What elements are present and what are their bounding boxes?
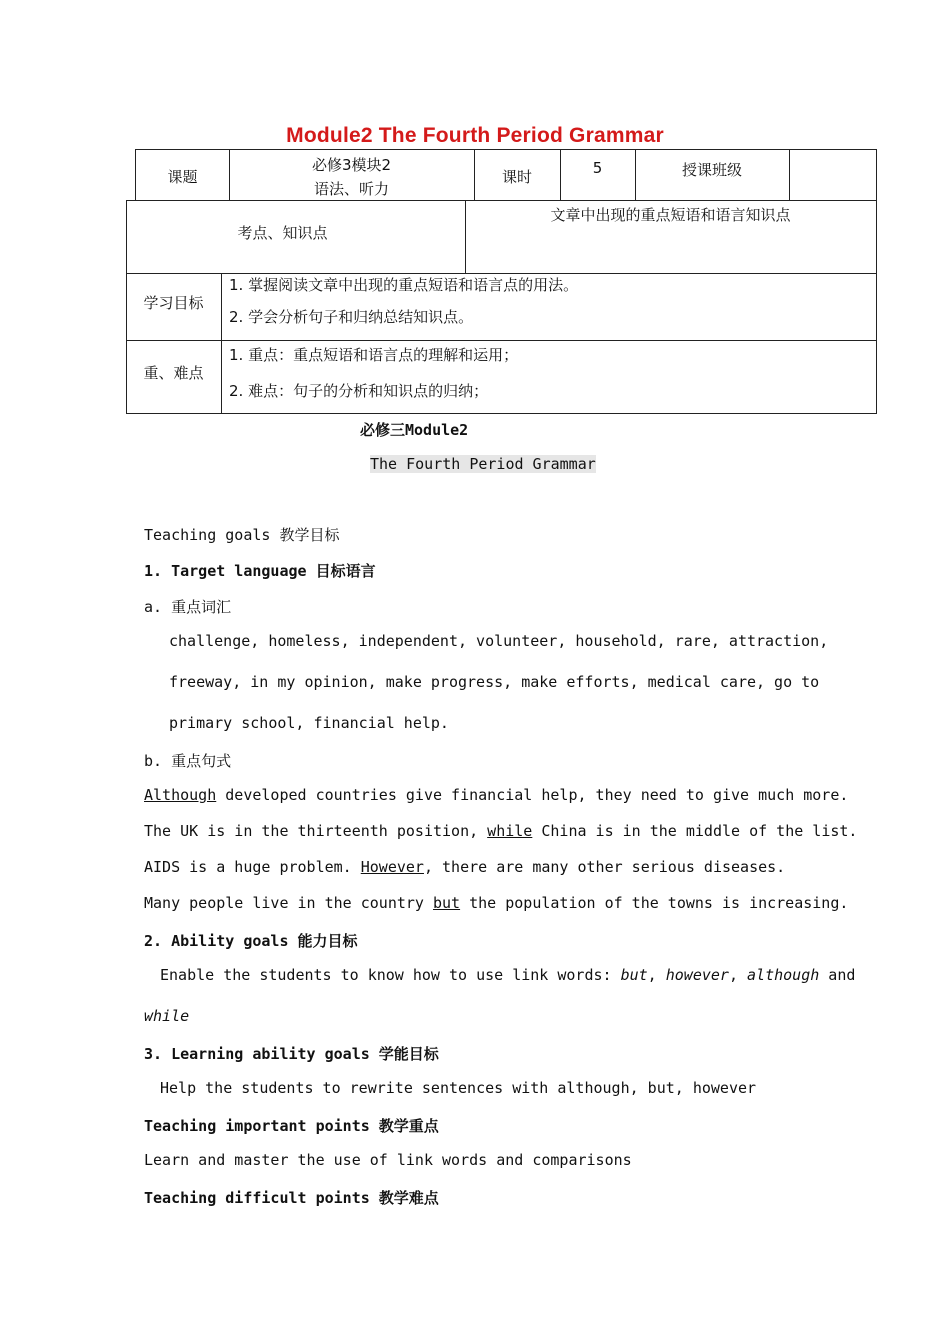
link-word: However: [360, 858, 424, 876]
learning-goals-text: Help the students to rewrite sentences with although, but, however: [160, 1079, 757, 1097]
ability-goals-continuation: while: [144, 1007, 190, 1025]
hours-label: 课时: [501, 168, 532, 186]
objective-item-2: 2. 学会分析句子和归纳总结知识点。: [229, 308, 474, 326]
sentence-text: developed countries give financial help, they need to give much more.: [216, 786, 849, 804]
difficulty-label: 重、难点: [143, 364, 204, 382]
vocab-line-1: challenge, homeless, independent, volunteer, household, rare, attraction,: [169, 632, 829, 650]
sentence-text: China is in the middle of the list.: [532, 822, 858, 840]
separator: ,: [728, 966, 748, 984]
sentence-text: The UK is in the thirteenth position,: [144, 822, 488, 840]
sentence-3: [144, 858, 785, 876]
sentence-4: [144, 894, 848, 912]
sentence-2: [144, 822, 857, 840]
link-word: however: [665, 966, 729, 984]
teaching-goals-heading: Teaching goals 教学目标: [144, 526, 340, 544]
important-points-heading: Teaching important points 教学重点: [144, 1117, 439, 1135]
sentence-text: the population of the towns is increasing.: [460, 894, 849, 912]
sentence-text: AIDS is a huge problem.: [144, 858, 361, 876]
separator: ,: [647, 966, 666, 984]
vocab-label: a. 重点词汇: [144, 598, 232, 616]
link-word: while: [487, 822, 533, 840]
difficulty-item-1: 1. 重点：重点短语和语言点的理解和运用；: [229, 346, 519, 364]
section-subtitle-2-wrap: [370, 455, 596, 473]
objective-item-1: 1. 掌握阅读文章中出现的重点短语和语言点的用法。: [229, 276, 579, 294]
ability-text: Enable the students to know how to use link words:: [160, 966, 621, 984]
page-title: Module2 The Fourth Period Grammar: [286, 124, 664, 147]
sentence-text: , there are many other serious diseases.: [423, 858, 786, 876]
difficulty-item-2: 2. 难点：句子的分析和知识点的归纳；: [229, 382, 489, 400]
ability-goals-text: [160, 966, 855, 984]
link-word: although: [747, 966, 820, 984]
keypoints-value: 文章中出现的重点短语和语言知识点: [550, 206, 791, 224]
difficult-points-heading: Teaching difficult points 教学难点: [144, 1189, 439, 1207]
topic-label: 课题: [167, 168, 198, 186]
ability-text: and: [819, 966, 856, 984]
class-label: 授课班级: [681, 161, 742, 179]
link-word: but: [620, 966, 648, 984]
topic-value-line2: 语法、听力: [313, 180, 389, 198]
sentence-label: b. 重点句式: [144, 752, 232, 770]
learning-goals-heading: 3. Learning ability goals 学能目标: [144, 1045, 439, 1063]
vocab-line-3: primary school, financial help.: [169, 714, 449, 732]
target-language-heading: 1. Target language 目标语言: [144, 562, 376, 580]
ability-goals-heading: 2. Ability goals 能力目标: [144, 932, 358, 950]
sentence-text: Many people live in the country: [144, 894, 433, 912]
keypoints-label: 考点、知识点: [237, 224, 328, 242]
topic-value-line1: 必修3模块2: [311, 156, 392, 174]
hours-value: 5: [592, 159, 603, 177]
objectives-label: 学习目标: [143, 294, 204, 312]
link-word: but: [432, 894, 461, 912]
link-word: Although: [144, 786, 217, 804]
vocab-line-2: freeway, in my opinion, make progress, make efforts, medical care, go to: [169, 673, 820, 691]
important-points-text: Learn and master the use of link words and comparisons: [144, 1151, 632, 1169]
sentence-1: [144, 786, 848, 804]
section-subtitle-2: The Fourth Period Grammar: [370, 455, 596, 473]
section-subtitle: 必修三Module2: [360, 421, 469, 439]
